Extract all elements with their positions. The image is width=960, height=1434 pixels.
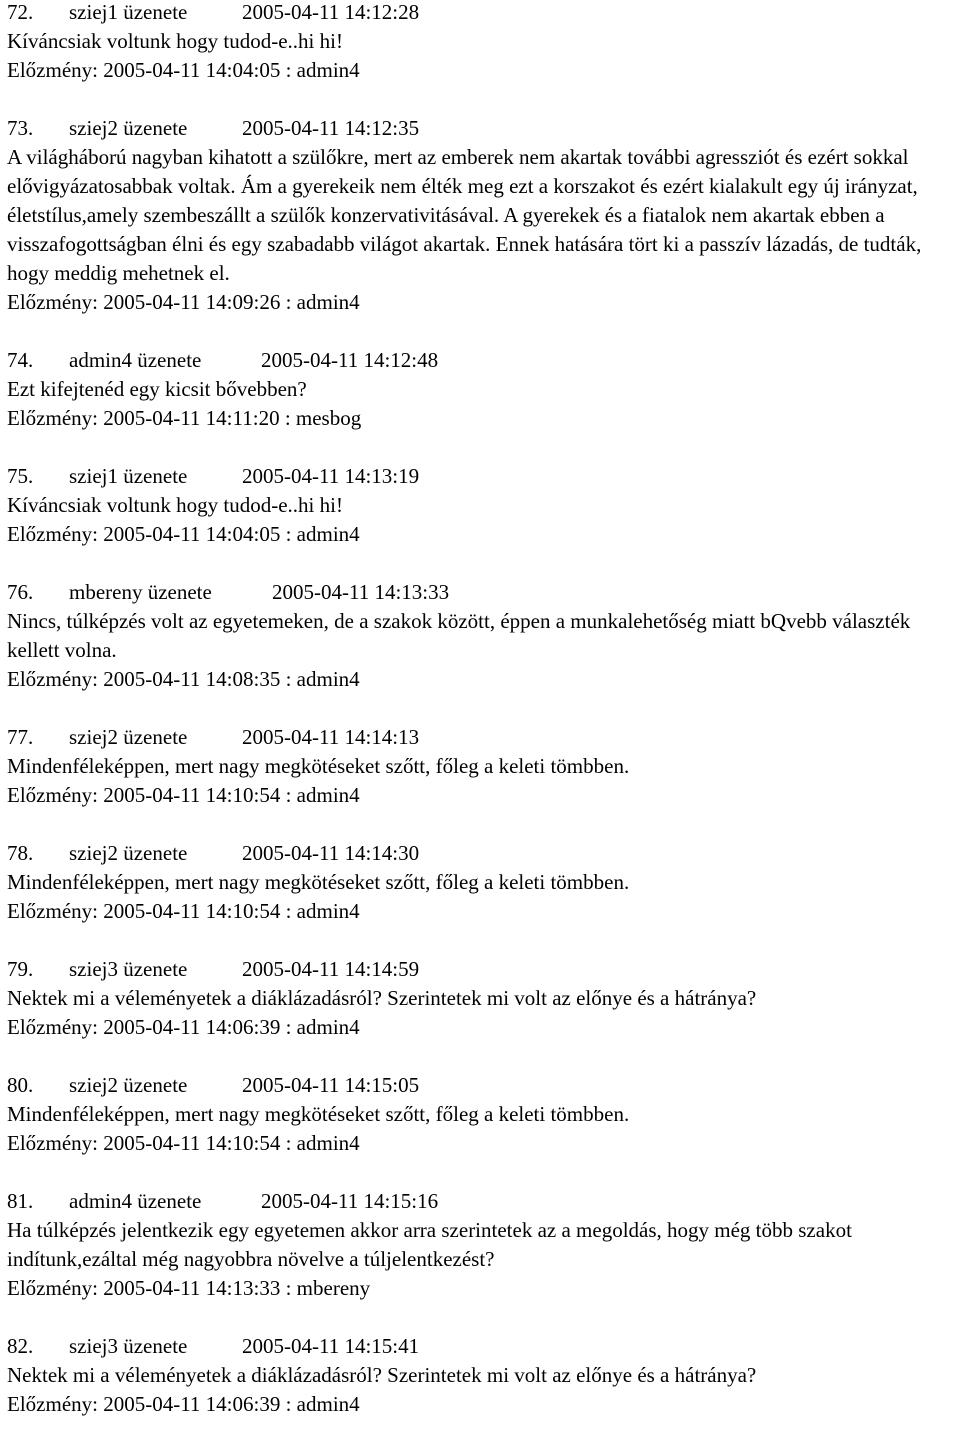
message-number: 77. (7, 725, 34, 749)
message-author: admin4 üzenete (69, 348, 202, 372)
message-73 (7, 114, 957, 317)
message-72 (7, 0, 957, 85)
message-text: Kíváncsiak voltunk hogy tudod-e..hi hi! (7, 493, 343, 517)
message-reply-ref: Előzmény: 2005-04-11 14:11:20 : mesbog (7, 406, 362, 430)
message-timestamp: 2005-04-11 14:15:41 (242, 1334, 420, 1358)
message-text: A világháború nagyban kihatott a szülőkre, mert az emberek nem akartak további agressziót és ezért sokkal elővigyázatosabbak voltak. Ám a gyerekeik nem élték meg ezt a korszakot és ezért kialakult egy új irányzat, életstílus,amely szembeszállt a szülők konzervativitásával. A gyerekek és a fiatalok nem akartak ebben a visszafogottságban élni és egy szabadabb világot akartak. Ennek hatására tört ki a passzív lázadás, de tudták, hogy meddig mehetnek el. (7, 145, 922, 285)
message-timestamp: 2005-04-11 14:12:35 (242, 116, 420, 140)
message-timestamp: 2005-04-11 14:14:13 (242, 725, 420, 749)
message-author: sziej1 üzenete (69, 0, 188, 24)
message-reply-ref: Előzmény: 2005-04-11 14:04:05 : admin4 (7, 522, 360, 546)
message-timestamp: 2005-04-11 14:13:33 (272, 580, 450, 604)
message-header (7, 578, 957, 607)
message-author: sziej1 üzenete (69, 464, 188, 488)
message-header (7, 1332, 957, 1361)
message-number: 74. (7, 348, 34, 372)
message-number: 82. (7, 1334, 34, 1358)
message-header (7, 955, 957, 984)
message-74 (7, 346, 957, 433)
message-text: Nincs, túlképzés volt az egyetemeken, de a szakok között, éppen a munkalehetőség miatt bQvebb választék kellett volna. (7, 609, 911, 662)
message-text: Ezt kifejtenéd egy kicsit bővebben? (7, 377, 307, 401)
message-75 (7, 462, 957, 549)
message-text: Nektek mi a véleményetek a diáklázadásról? Szerintetek mi volt az előnye és a hátránya? (7, 986, 757, 1010)
message-timestamp: 2005-04-11 14:15:05 (242, 1073, 420, 1097)
message-header (7, 723, 957, 752)
message-79 (7, 955, 957, 1042)
message-timestamp: 2005-04-11 14:12:48 (261, 348, 439, 372)
message-header (7, 462, 957, 491)
message-reply-ref: Előzmény: 2005-04-11 14:06:39 : admin4 (7, 1015, 360, 1039)
message-81 (7, 1187, 957, 1303)
message-number: 73. (7, 116, 34, 140)
message-reply-ref: Előzmény: 2005-04-11 14:09:26 : admin4 (7, 290, 360, 314)
message-reply-ref: Előzmény: 2005-04-11 14:04:05 : admin4 (7, 58, 360, 82)
message-header (7, 1187, 957, 1216)
message-text: Mindenféleképpen, mert nagy megkötéseket szőtt, főleg a keleti tömbben. (7, 1102, 630, 1126)
message-author: mbereny üzenete (69, 580, 212, 604)
message-author: sziej2 üzenete (69, 725, 188, 749)
message-author: sziej2 üzenete (69, 1073, 188, 1097)
message-80 (7, 1071, 957, 1158)
message-text: Nektek mi a véleményetek a diáklázadásról? Szerintetek mi volt az előnye és a hátránya? (7, 1363, 757, 1387)
message-timestamp: 2005-04-11 14:14:30 (242, 841, 420, 865)
message-author: sziej2 üzenete (69, 116, 188, 140)
message-header (7, 346, 957, 375)
message-header (7, 1071, 957, 1100)
message-timestamp: 2005-04-11 14:15:16 (261, 1189, 439, 1213)
message-reply-ref: Előzmény: 2005-04-11 14:10:54 : admin4 (7, 783, 360, 807)
message-number: 72. (7, 0, 34, 24)
message-author: sziej3 üzenete (69, 957, 188, 981)
message-number: 76. (7, 580, 34, 604)
message-reply-ref: Előzmény: 2005-04-11 14:10:54 : admin4 (7, 899, 360, 923)
message-timestamp: 2005-04-11 14:12:28 (242, 0, 420, 24)
message-text: Mindenféleképpen, mert nagy megkötéseket szőtt, főleg a keleti tömbben. (7, 754, 630, 778)
message-number: 75. (7, 464, 34, 488)
message-77 (7, 723, 957, 810)
message-author: sziej3 üzenete (69, 1334, 188, 1358)
message-header (7, 839, 957, 868)
message-reply-ref: Előzmény: 2005-04-11 14:10:54 : admin4 (7, 1131, 360, 1155)
message-number: 80. (7, 1073, 34, 1097)
message-header (7, 0, 957, 27)
message-reply-ref: Előzmény: 2005-04-11 14:06:39 : admin4 (7, 1392, 360, 1416)
message-82 (7, 1332, 957, 1419)
message-76 (7, 578, 957, 694)
message-text: Mindenféleképpen, mert nagy megkötéseket szőtt, főleg a keleti tömbben. (7, 870, 630, 894)
message-timestamp: 2005-04-11 14:13:19 (242, 464, 420, 488)
message-list (7, 0, 957, 1419)
message-author: admin4 üzenete (69, 1189, 202, 1213)
message-text: Kíváncsiak voltunk hogy tudod-e..hi hi! (7, 29, 343, 53)
message-number: 81. (7, 1189, 34, 1213)
message-text: Ha túlképzés jelentkezik egy egyetemen akkor arra szerintetek az a megoldás, hogy még több szakot indítunk,ezáltal még nagyobbra növelve a túljelentkezést? (7, 1218, 852, 1271)
message-reply-ref: Előzmény: 2005-04-11 14:08:35 : admin4 (7, 667, 360, 691)
message-number: 78. (7, 841, 34, 865)
message-78 (7, 839, 957, 926)
message-timestamp: 2005-04-11 14:14:59 (242, 957, 420, 981)
message-author: sziej2 üzenete (69, 841, 188, 865)
message-reply-ref: Előzmény: 2005-04-11 14:13:33 : mbereny (7, 1276, 371, 1300)
message-number: 79. (7, 957, 34, 981)
message-header (7, 114, 957, 143)
